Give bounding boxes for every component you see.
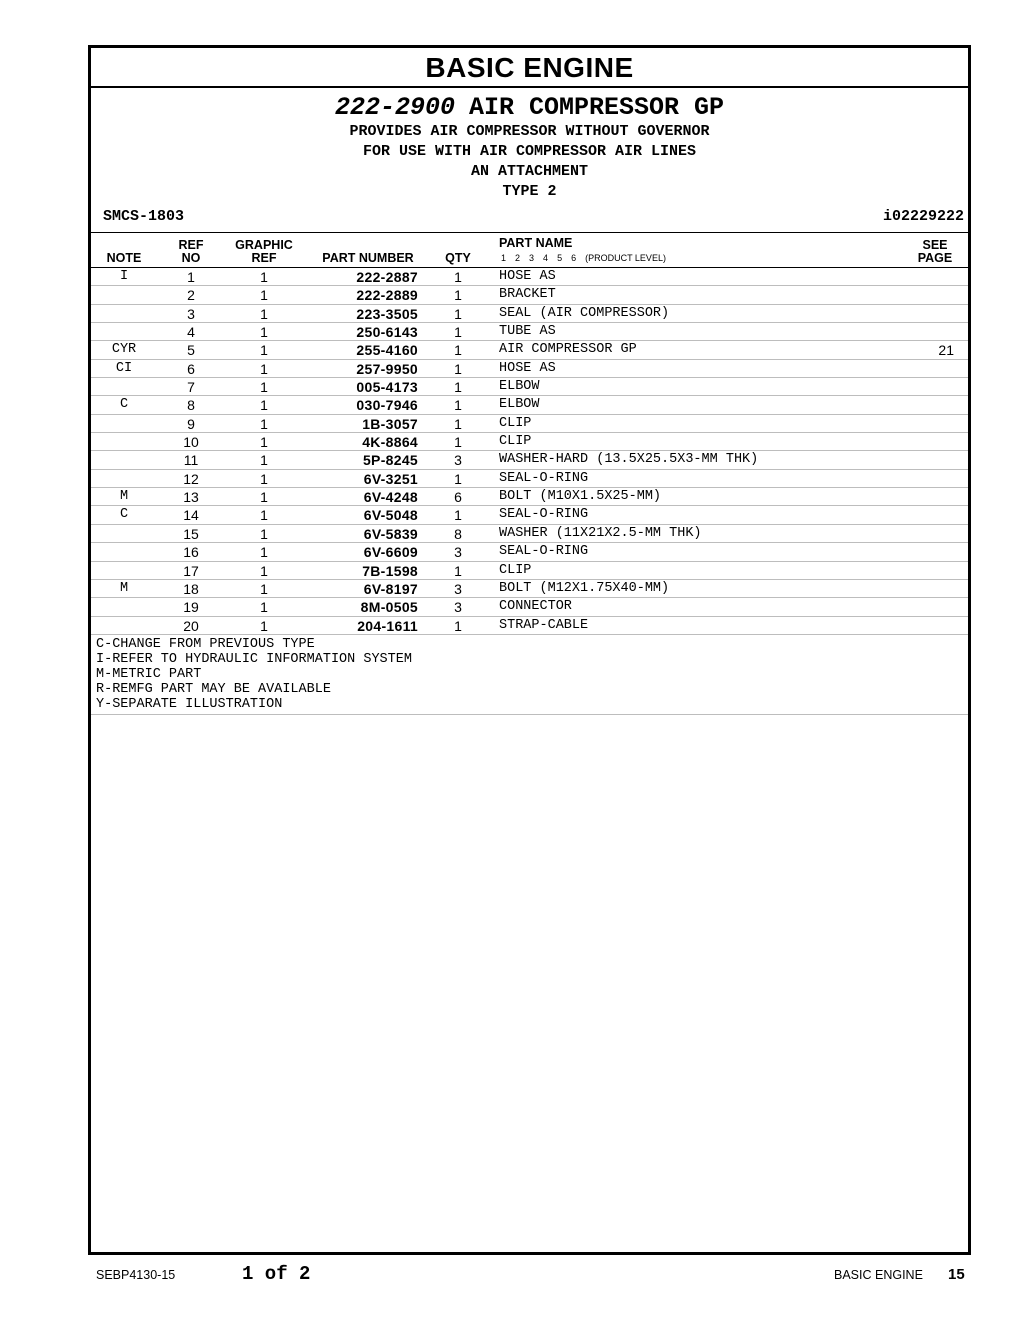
cell-ref-no: 17 (183, 562, 199, 579)
cell-qty: 1 (454, 415, 462, 432)
cell-qty: 1 (454, 324, 462, 341)
product-level: 3 (529, 253, 535, 263)
cell-part-number: 5P-8245 (362, 452, 418, 469)
cell-graphic-ref: 1 (260, 617, 268, 634)
footer-page-of: 1 of 2 (242, 1263, 311, 1285)
cell-part-number: 255-4160 (356, 342, 418, 359)
product-level: 5 (557, 253, 563, 263)
header-divider (91, 232, 968, 233)
cell-part-name: BOLT (M10X1.5X25-MM) (499, 489, 662, 505)
col-header-ref-top: REF (178, 238, 204, 252)
cell-graphic-ref: 1 (260, 525, 268, 542)
table-row (91, 286, 968, 304)
cell-note: CYR (111, 342, 137, 358)
table-row (91, 543, 968, 561)
cell-part-number: 005-4173 (356, 379, 418, 396)
table-row (91, 323, 968, 341)
cell-note: M (119, 489, 129, 505)
group-description-line: AN ATTACHMENT (470, 163, 589, 180)
cell-graphic-ref: 1 (260, 379, 268, 396)
cell-graphic-ref: 1 (260, 562, 268, 579)
cell-graphic-ref: 1 (260, 397, 268, 414)
group-description-line: PROVIDES AIR COMPRESSOR WITHOUT GOVERNOR (349, 123, 710, 140)
table-row (91, 378, 968, 396)
col-header-qty: QTY (445, 251, 471, 265)
legend-item: C-CHANGE FROM PREVIOUS TYPE (96, 636, 315, 652)
table-row (91, 360, 968, 378)
cell-qty: 1 (454, 269, 462, 285)
cell-part-number: 222-2887 (356, 269, 418, 285)
cell-qty: 1 (454, 379, 462, 396)
illustration-id: i02229222 (882, 208, 964, 225)
cell-ref-no: 10 (183, 434, 199, 451)
cell-qty: 1 (454, 360, 462, 377)
table-row (91, 470, 968, 488)
cell-graphic-ref: 1 (260, 544, 268, 561)
cell-note: M (119, 580, 129, 596)
table-row (91, 396, 968, 414)
cell-part-number: 6V-8197 (363, 580, 418, 597)
legend-item: R-REMFG PART MAY BE AVAILABLE (96, 681, 331, 697)
cell-part-number: 257-9950 (356, 360, 418, 377)
cell-part-name: WASHER (11X21X2.5-MM THK) (499, 525, 702, 541)
cell-part-name: CLIP (499, 562, 532, 578)
cell-note: C (119, 397, 129, 413)
cell-part-name: SEAL-O-RING (499, 507, 589, 523)
col-header-graphic-top: GRAPHIC (235, 238, 293, 252)
product-level-label: (PRODUCT LEVEL) (585, 253, 666, 263)
product-level: 6 (571, 253, 577, 263)
cell-part-name: HOSE AS (499, 269, 556, 284)
product-levels (501, 253, 675, 263)
table-row (91, 617, 968, 635)
cell-ref-no: 12 (183, 470, 199, 487)
cell-part-name: CONNECTOR (499, 599, 572, 615)
cell-ref-no: 3 (187, 305, 195, 322)
cell-ref-no: 19 (183, 599, 199, 616)
cell-ref-no: 5 (187, 342, 195, 359)
cell-ref-no: 8 (187, 397, 195, 414)
footer-page-number: 15 (948, 1266, 965, 1283)
col-header-graphic (231, 239, 297, 265)
table-row (91, 506, 968, 524)
col-header-see-page (910, 239, 960, 265)
cell-ref-no: 20 (183, 617, 199, 634)
cell-ref-no: 13 (183, 489, 199, 506)
cell-qty: 6 (454, 489, 462, 506)
cell-note: I (119, 269, 129, 284)
footer-section: BASIC ENGINE (834, 1268, 923, 1282)
cell-graphic-ref: 1 (260, 269, 268, 285)
cell-graphic-ref: 1 (260, 434, 268, 451)
cell-ref-no: 6 (187, 360, 195, 377)
cell-part-number: 7B-1598 (362, 562, 418, 579)
cell-qty: 1 (454, 305, 462, 322)
cell-ref-no: 9 (187, 415, 195, 432)
group-title (91, 94, 968, 122)
group-description-line: TYPE 2 (502, 183, 557, 200)
cell-part-name: WASHER-HARD (13.5X25.5X3-MM THK) (499, 452, 759, 468)
table-row (91, 268, 968, 286)
col-header-see-top: SEE (922, 238, 948, 252)
cell-qty: 8 (454, 525, 462, 542)
product-level: 1 (501, 253, 507, 263)
cell-part-number: 223-3505 (356, 305, 418, 322)
table-row (91, 433, 968, 451)
table-row (91, 525, 968, 543)
cell-part-name: ELBOW (499, 397, 540, 413)
cell-ref-no: 11 (183, 452, 199, 469)
cell-part-name: HOSE AS (499, 360, 556, 376)
cell-part-name: BOLT (M12X1.75X40-MM) (499, 580, 670, 596)
parts-list-frame (88, 45, 971, 1255)
table-row (91, 562, 968, 580)
cell-graphic-ref: 1 (260, 470, 268, 487)
cell-qty: 3 (454, 580, 462, 597)
col-header-part-number: PART NUMBER (322, 251, 414, 265)
cell-ref-no: 14 (183, 507, 199, 524)
cell-part-number: 6V-5048 (363, 507, 418, 524)
table-row (91, 451, 968, 469)
cell-graphic-ref: 1 (260, 324, 268, 341)
cell-part-name: TUBE AS (499, 324, 556, 340)
col-header-ref (173, 239, 209, 265)
cell-qty: 1 (454, 287, 462, 304)
cell-note: C (119, 507, 129, 523)
note-legend (91, 635, 968, 715)
cell-qty: 1 (454, 470, 462, 487)
cell-graphic-ref: 1 (260, 580, 268, 597)
cell-qty: 1 (454, 562, 462, 579)
cell-ref-no: 2 (187, 287, 195, 304)
cell-graphic-ref: 1 (260, 287, 268, 304)
cell-qty: 1 (454, 342, 462, 359)
parts-table-body (91, 267, 968, 715)
cell-part-name: BRACKET (499, 287, 556, 303)
cell-qty: 1 (454, 397, 462, 414)
cell-part-name: CLIP (499, 434, 532, 450)
cell-ref-no: 4 (187, 324, 195, 341)
table-row (91, 488, 968, 506)
legend-item: M-METRIC PART (96, 666, 202, 682)
footer-doc-id: SEBP4130-15 (96, 1268, 176, 1282)
col-header-note: NOTE (106, 251, 142, 265)
cell-part-name: SEAL (AIR COMPRESSOR) (499, 305, 670, 321)
product-level: 2 (515, 253, 521, 263)
cell-qty: 3 (454, 544, 462, 561)
legend-item: Y-SEPARATE ILLUSTRATION (96, 696, 283, 712)
cell-part-name: STRAP-CABLE (499, 617, 589, 633)
cell-ref-no: 15 (183, 525, 199, 542)
cell-part-number: 6V-4248 (363, 489, 418, 506)
cell-graphic-ref: 1 (260, 342, 268, 359)
section-title: BASIC ENGINE (91, 48, 968, 88)
cell-qty: 3 (454, 599, 462, 616)
cell-ref-no: 7 (187, 379, 195, 396)
table-row (91, 305, 968, 323)
table-row (91, 598, 968, 616)
cell-graphic-ref: 1 (260, 452, 268, 469)
cell-part-number: 1B-3057 (362, 415, 418, 432)
group-name: AIR COMPRESSOR GP (468, 93, 725, 122)
cell-see-page: 21 (938, 342, 954, 359)
col-header-part-name: PART NAME (499, 236, 573, 250)
cell-part-number: 8M-0505 (360, 599, 418, 616)
cell-part-number: 4K-8864 (362, 434, 418, 451)
cell-part-number: 250-6143 (356, 324, 418, 341)
group-number: 222-2900 (334, 93, 455, 122)
cell-part-name: CLIP (499, 415, 532, 431)
cell-graphic-ref: 1 (260, 507, 268, 524)
group-description-line: FOR USE WITH AIR COMPRESSOR AIR LINES (362, 143, 697, 160)
cell-graphic-ref: 1 (260, 415, 268, 432)
cell-graphic-ref: 1 (260, 599, 268, 616)
legend-item: I-REFER TO HYDRAULIC INFORMATION SYSTEM (96, 651, 412, 667)
cell-graphic-ref: 1 (260, 489, 268, 506)
cell-part-name: AIR COMPRESSOR GP (499, 342, 637, 358)
cell-part-name: SEAL-O-RING (499, 470, 589, 486)
cell-ref-no: 16 (183, 544, 199, 561)
product-level: 4 (543, 253, 549, 263)
cell-part-number: 222-2889 (356, 287, 418, 304)
col-header-ref-bottom: NO (181, 251, 201, 265)
cell-part-number: 6V-3251 (363, 470, 418, 487)
cell-graphic-ref: 1 (260, 360, 268, 377)
col-header-graphic-bottom: REF (251, 251, 277, 265)
cell-part-number: 6V-5839 (363, 525, 418, 542)
cell-ref-no: 1 (187, 269, 195, 285)
cell-ref-no: 18 (183, 580, 199, 597)
col-header-see-bottom: PAGE (917, 251, 953, 265)
cell-qty: 1 (454, 617, 462, 634)
cell-note: CI (115, 360, 133, 376)
cell-part-number: 6V-6609 (363, 544, 418, 561)
cell-part-number: 204-1611 (357, 617, 418, 634)
cell-graphic-ref: 1 (260, 305, 268, 322)
table-row (91, 415, 968, 433)
cell-part-name: SEAL-O-RING (499, 544, 589, 560)
cell-part-number: 030-7946 (356, 397, 418, 414)
table-row (91, 580, 968, 598)
smcs-code: SMCS-1803 (103, 208, 185, 225)
cell-part-name: ELBOW (499, 379, 540, 395)
table-row (91, 341, 968, 359)
cell-qty: 3 (454, 452, 462, 469)
cell-qty: 1 (454, 434, 462, 451)
cell-qty: 1 (454, 507, 462, 524)
